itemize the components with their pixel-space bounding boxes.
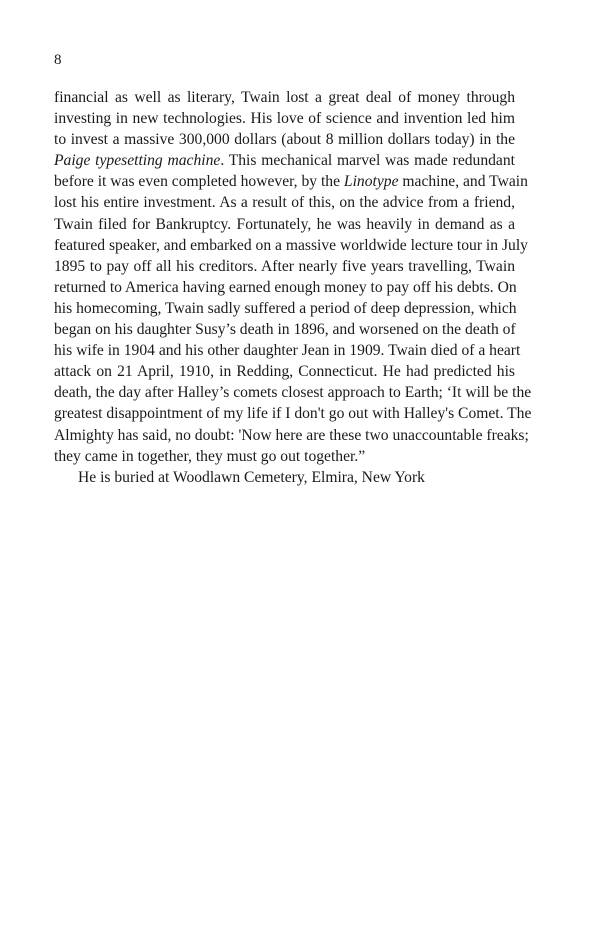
body-text: [54, 87, 532, 488]
paragraph-1: [54, 87, 532, 467]
text-run: financial as well as literary, Twain lost a great deal of money through: [54, 89, 515, 106]
text-run: featured speaker, and embarked on a massive worldwide lecture tour in July: [54, 236, 528, 254]
text-line: [54, 214, 515, 235]
text-run: investing in new technologies. His love of science and invention led him: [54, 110, 515, 128]
text-run: they came in together, they must go out together.”: [54, 447, 366, 465]
text-line: [54, 319, 515, 340]
text-line: [54, 87, 515, 108]
text-line: [54, 467, 515, 488]
text-run: death, the day after Halley’s comets closest approach to Earth; ‘It will be the: [54, 384, 532, 402]
text-run: machine, and Twain: [398, 173, 528, 191]
text-run: Twain filed for Bankruptcy. Fortunately, he was heavily in demand as a: [54, 215, 515, 233]
text-run: attack on 21 April, 1910, in Redding, Connecticut. He had predicted his: [54, 363, 515, 381]
text-line: [54, 171, 528, 192]
text-run: greatest disappointment of my life if I don't go out with Halley's Comet. The: [54, 405, 532, 423]
text-run: before it was even completed however, by the: [54, 173, 344, 191]
text-line: [54, 256, 515, 277]
text-run: his homecoming, Twain sadly suffered a period of deep depression, which: [54, 299, 517, 317]
text-line: [54, 298, 515, 319]
text-line: [54, 150, 515, 171]
text-run: to invest a massive 300,000 dollars (about 8 million dollars today) in the: [54, 131, 515, 149]
paragraph-2: [54, 467, 515, 488]
text-run: Almighty has said, no doubt: 'Now here are these two unaccountable freaks;: [54, 426, 529, 444]
page-number: 8: [54, 52, 62, 68]
text-line: [54, 446, 515, 467]
text-line: [54, 108, 515, 129]
text-run: his wife in 1904 and his other daughter Jean in 1909. Twain died of a heart: [54, 342, 521, 360]
text-line: [54, 403, 532, 424]
text-line: [54, 382, 532, 403]
text-run: lost his entire investment. As a result of this, on the advice from a friend,: [54, 194, 515, 212]
text-run: He is buried at Woodlawn Cemetery, Elmira, New York: [78, 468, 425, 486]
text-run: 1895 to pay off all his creditors. After nearly five years travelling, Twain: [54, 257, 515, 275]
text-line: [54, 192, 515, 213]
text-line: [54, 425, 529, 446]
text-line: [54, 129, 515, 150]
text-line: [54, 340, 521, 361]
text-line: [54, 277, 515, 298]
text-line: [54, 235, 528, 256]
text-run: . This mechanical marvel was made redundant: [220, 152, 515, 170]
text-run: returned to America having earned enough money to pay off his debts. On: [54, 278, 517, 296]
text-run: began on his daughter Susy’s death in 1896, and worsened on the death of: [54, 321, 516, 339]
italic-title-paige: Paige typesetting machine: [54, 152, 221, 170]
italic-title-linotype: Linotype: [343, 173, 399, 191]
text-line: [54, 361, 515, 382]
